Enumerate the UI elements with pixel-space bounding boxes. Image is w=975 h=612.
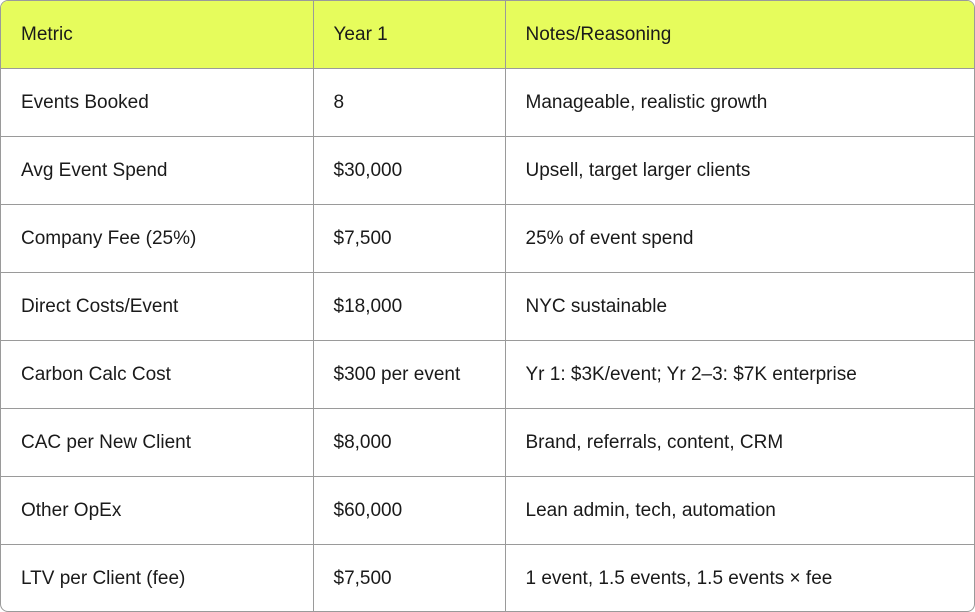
column-header-year-1: Year 1	[313, 1, 505, 69]
table-row	[1, 545, 974, 612]
metric-cell: Events Booked	[1, 69, 313, 137]
column-header-notes: Notes/Reasoning	[505, 1, 974, 69]
year-1-cell: $18,000	[313, 273, 505, 341]
metric-cell: CAC per New Client	[1, 409, 313, 477]
notes-cell: Manageable, realistic growth	[505, 69, 974, 137]
metric-cell: Direct Costs/Event	[1, 273, 313, 341]
table-row	[1, 205, 974, 273]
table-row	[1, 341, 974, 409]
metric-cell: LTV per Client (fee)	[1, 545, 313, 612]
year-1-cell: $7,500	[313, 545, 505, 612]
notes-cell: 1 event, 1.5 events, 1.5 events × fee	[525, 567, 833, 589]
year-1-cell: $30,000	[313, 137, 505, 205]
table-row	[1, 273, 974, 341]
year-1-cell: $60,000	[313, 477, 505, 545]
column-header-metric: Metric	[1, 1, 313, 69]
year-1-cell: 8	[313, 69, 505, 137]
metric-cell: Other OpEx	[1, 477, 313, 545]
table-row	[1, 69, 974, 137]
metric-cell: Avg Event Spend	[1, 137, 313, 205]
notes-cell: Lean admin, tech, automation	[505, 477, 974, 545]
table-row	[1, 137, 974, 205]
notes-cell: Upsell, target larger clients	[505, 137, 974, 205]
year-1-cell: $300 per event	[313, 341, 505, 409]
year-1-cell: $7,500	[313, 205, 505, 273]
metrics-table	[1, 1, 974, 612]
table-row	[1, 409, 974, 477]
notes-cell: 25% of event spend	[505, 205, 974, 273]
table-row	[1, 477, 974, 545]
table-header-row	[1, 1, 974, 69]
notes-cell: Brand, referrals, content, CRM	[505, 409, 974, 477]
notes-cell: NYC sustainable	[505, 273, 974, 341]
metric-cell: Carbon Calc Cost	[1, 341, 313, 409]
metric-cell: Company Fee (25%)	[1, 205, 313, 273]
year-1-cell: $8,000	[313, 409, 505, 477]
notes-cell: Yr 1: $3K/event; Yr 2–3: $7K enterprise	[505, 341, 974, 409]
